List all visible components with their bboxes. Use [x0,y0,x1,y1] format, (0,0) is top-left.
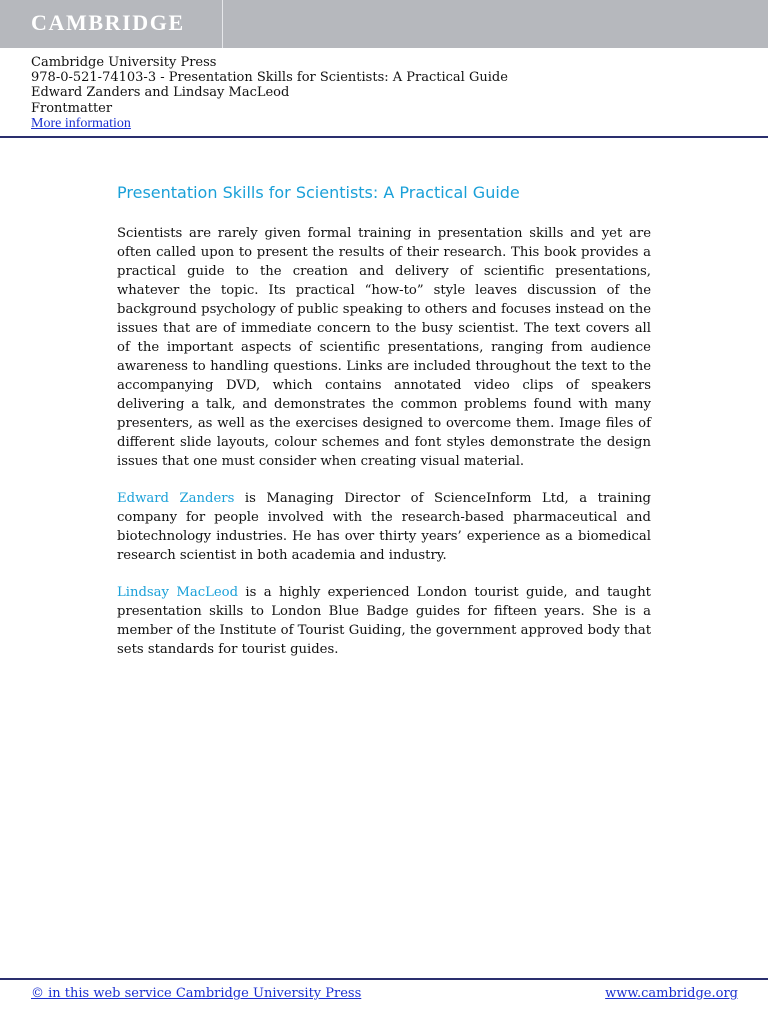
publisher-line: Cambridge University Press [31,55,217,70]
logo-box [0,0,223,48]
author1-name: Edward Zanders [117,491,235,506]
website-link[interactable]: www.cambridge.org [605,986,738,1001]
more-information-link[interactable]: More information [31,115,131,131]
bottom-divider [0,978,768,980]
author2-name: Lindsay MacLeod [117,585,239,600]
author2-bio-paragraph [117,583,651,659]
book-description: Scientists are rarely given formal training in presentation skills and yet are often called upon to present the results of their research. This book provides a practical guide to the creation and delivery of scientific presentations, whatever the topic. Its practical “how-to” style leaves discussion of the background psychology of public speaking to others and focuses instead on the issues that are of immediate concern to the busy scientist. The text covers all of the important aspects of scientific presentations, ranging from audience awareness to handling questions. Links are included throughout the text to the accompanying DVD, which contains annotated video clips of speakers delivering a talk, and demonstrates the common problems found with many presenters, as well as the exercises designed to overcome them. Image files of different slide layouts, colour schemes and font styles demonstrate the design issues that one must consider when creating visual material. [117,226,651,469]
cambridge-logo[interactable]: CAMBRIDGE [31,10,185,35]
author2-bio: is a highly experienced London tourist guide, and taught presentation skills to London Blue Badge guides for fifteen years. She is a member of the Institute of Tourist Guiding, the government approved body that sets standards for tourist guides. [117,585,651,657]
authors-line: Edward Zanders and Lindsay MacLeod [31,85,290,101]
section-line: Frontmatter [31,100,113,116]
header-banner [0,0,768,48]
isbn-title-line: 978-0-521-74103-3 - Presentation Skills for Scientists: A Practical Guide [31,70,508,86]
top-divider [0,136,768,138]
copyright-link[interactable]: © in this web service Cambridge University Press [31,986,362,1001]
author1-bio-paragraph [117,489,651,565]
book-title: Presentation Skills for Scientists: A Practical Guide [117,183,520,202]
author1-bio: is Managing Director of ScienceInform Ltd, a training company for people involved with the research-based pharmaceutical and biotechnology industries. He has over thirty years’ experience as a biomedical research scientist in both academia and industry. [117,491,652,563]
book-meta [31,55,508,131]
main-content [117,183,651,677]
